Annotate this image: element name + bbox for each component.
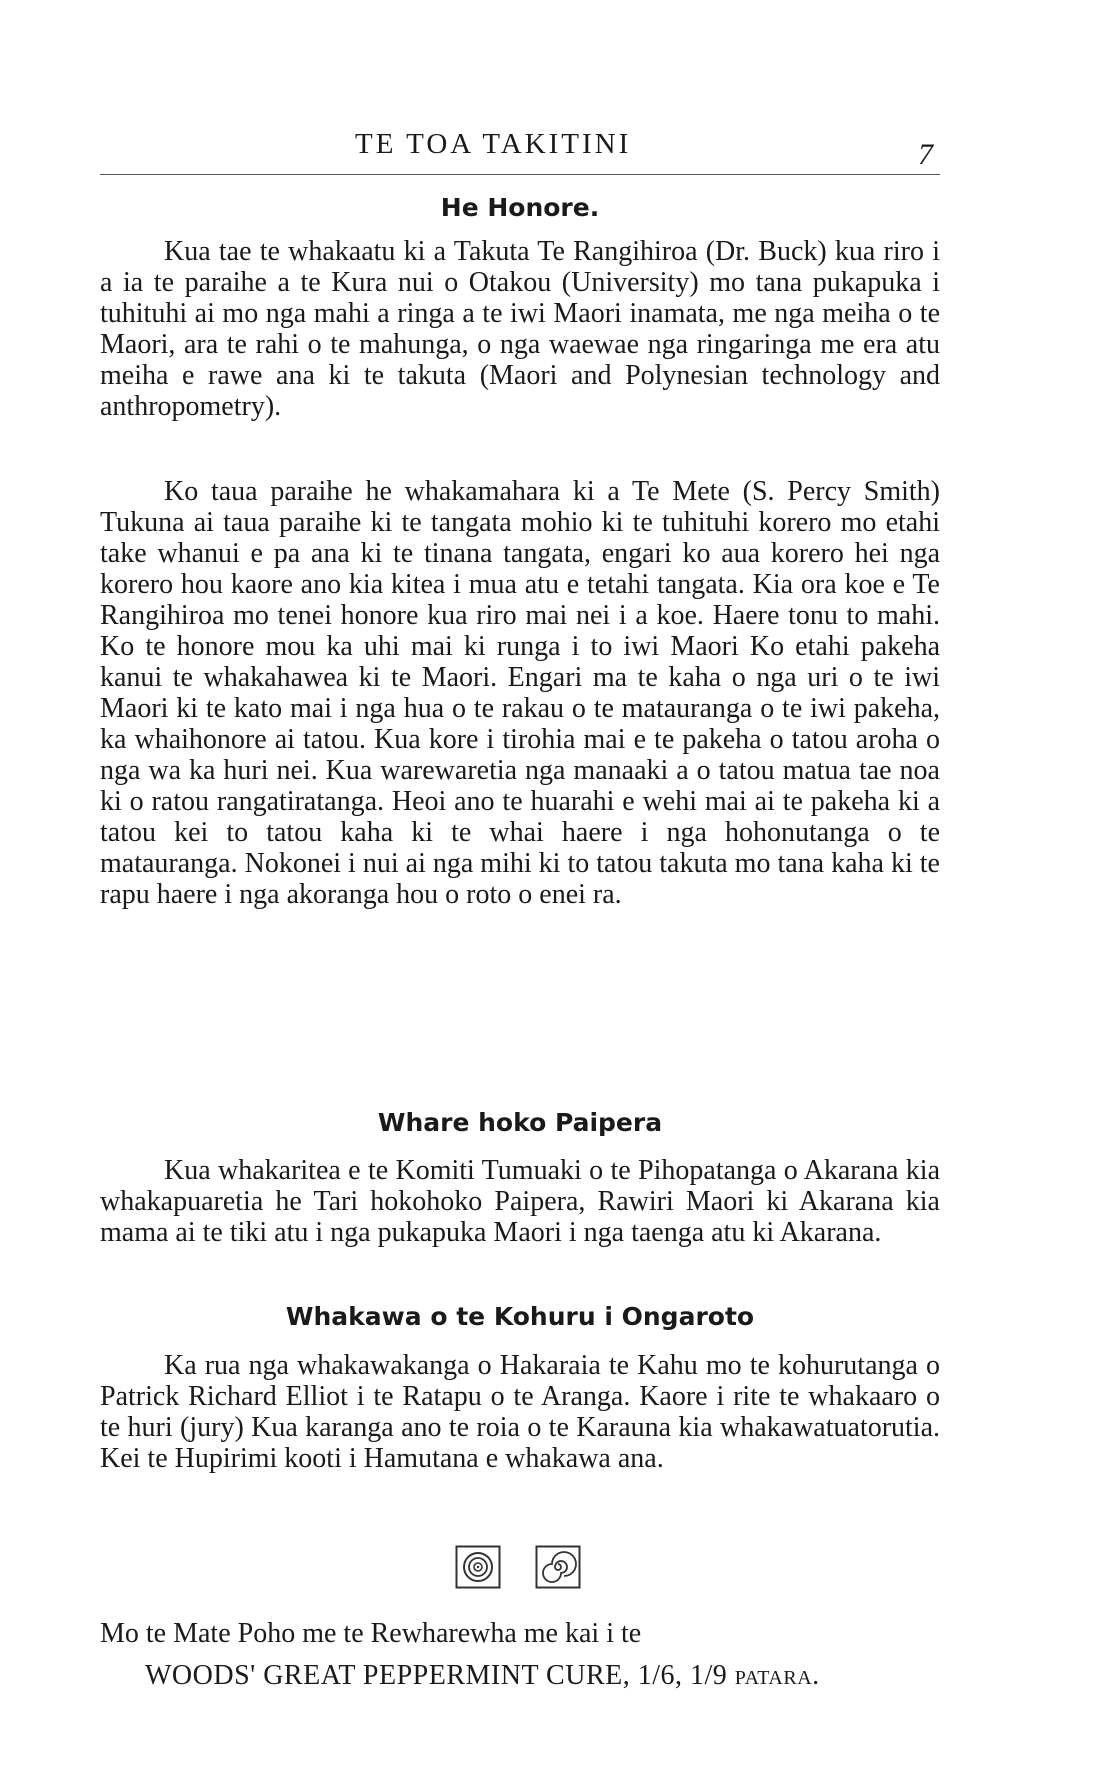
paragraph-paipera: Kua whakaritea e te Komiti Tumuaki o te Pihopatanga o Akarana kia whakapuaretia he Tari hokohoko Paipera, Rawiri Maori ki Akarana kia mama ai te tiki atu i nga pukapuka Maori i nga taenga atu ki Akarana. xyxy=(100,1155,940,1248)
paragraph-honore-2: Ko taua paraihe he whakamahara ki a Te Mete (S. Percy Smith) Tukuna ai taua paraihe ki te tangata mohio ki te tuhituhi korero mo etahi take whanui e pa ana ki te tinana tangata, engari ko aua korero hei nga korero hou kaore ano kia kitea i mua atu e tetahi tangata. Kia ora koe e Te Rangihiroa mo tenei honore kua riro mai nei i a koe. Haere tonu to mahi. Ko te honore mou ka uhi mai ki runga i to iwi Maori Ko etahi pakeha kanui te whakahawea ki te Maori. Engari ma te kaha o nga uri o te iwi Maori ki te kato mai i nga hua o te rakau o te matauranga o te iwi pakeha, ka whaihonore ai tatou. Kua kore i tirohia mai e te pakeha o tatou aroha o nga wa ka huri nei. Kua warewaretia nga manaaki a o tatou matua tae noa ki o ratou rangatiratanga. Heoi ano te huarahi e wehi mai ai te pakeha ki a tatou kei to tatou kaha ki te whai haere i nga hohonutanga o te matauranga. Nokonei i nui ai nga mihi ki to tatou takuta mo tana kaha ki te rapu haere i nga akoranga hou o roto o enei ra. xyxy=(100,476,940,910)
paragraph-whakawa: Ka rua nga whakawakanga o Hakaraia te Kahu mo te kohurutanga o Patrick Richard Elliot i te Ratapu o te Aranga. Kaore i rite te whakaaro o te huri (jury) Kua karanga ano te roia o te Karauna kia whakawatuatorutia. Kei te Hupirimi kooti i Hamutana e whakawa ana. xyxy=(100,1350,940,1474)
heading-whare-hoko-paipera: Whare hoko Paipera xyxy=(377,1108,663,1137)
advertisement-line-2: WOODS' GREAT PEPPERMINT CURE, 1/6, 1/9 patara. xyxy=(145,1660,820,1691)
header-rule xyxy=(100,174,940,175)
heading-he-honore: He Honore. xyxy=(440,193,600,222)
running-title: TE TOA TAKITINI xyxy=(355,128,632,160)
running-header xyxy=(100,118,940,178)
spiral-ornament-icon xyxy=(455,1545,501,1589)
page-number: 7 xyxy=(918,138,933,171)
spiral-ornament-icon xyxy=(535,1545,581,1589)
advertisement-line-1: Mo te Mate Poho me te Rewharewha me kai i te xyxy=(100,1618,642,1649)
paragraph-honore-1: Kua tae te whakaatu ki a Takuta Te Rangihiroa (Dr. Buck) kua riro i a ia te paraihe a te Kura nui o Otakou (University) mo tana pukapuka i tuhituhi ai mo nga mahi a ringa a te iwi Maori inamata, me nga meiha o te Maori, ara te rahi o te mahunga, o nga waewae nga ringaringa me era atu meiha e rawe ana ki te takuta (Maori and Polynesian technology and anthropometry). xyxy=(100,236,940,422)
ornament-row xyxy=(430,1545,640,1593)
heading-whakawa-kohuru: Whakawa o te Kohuru i Ongaroto xyxy=(285,1302,755,1331)
